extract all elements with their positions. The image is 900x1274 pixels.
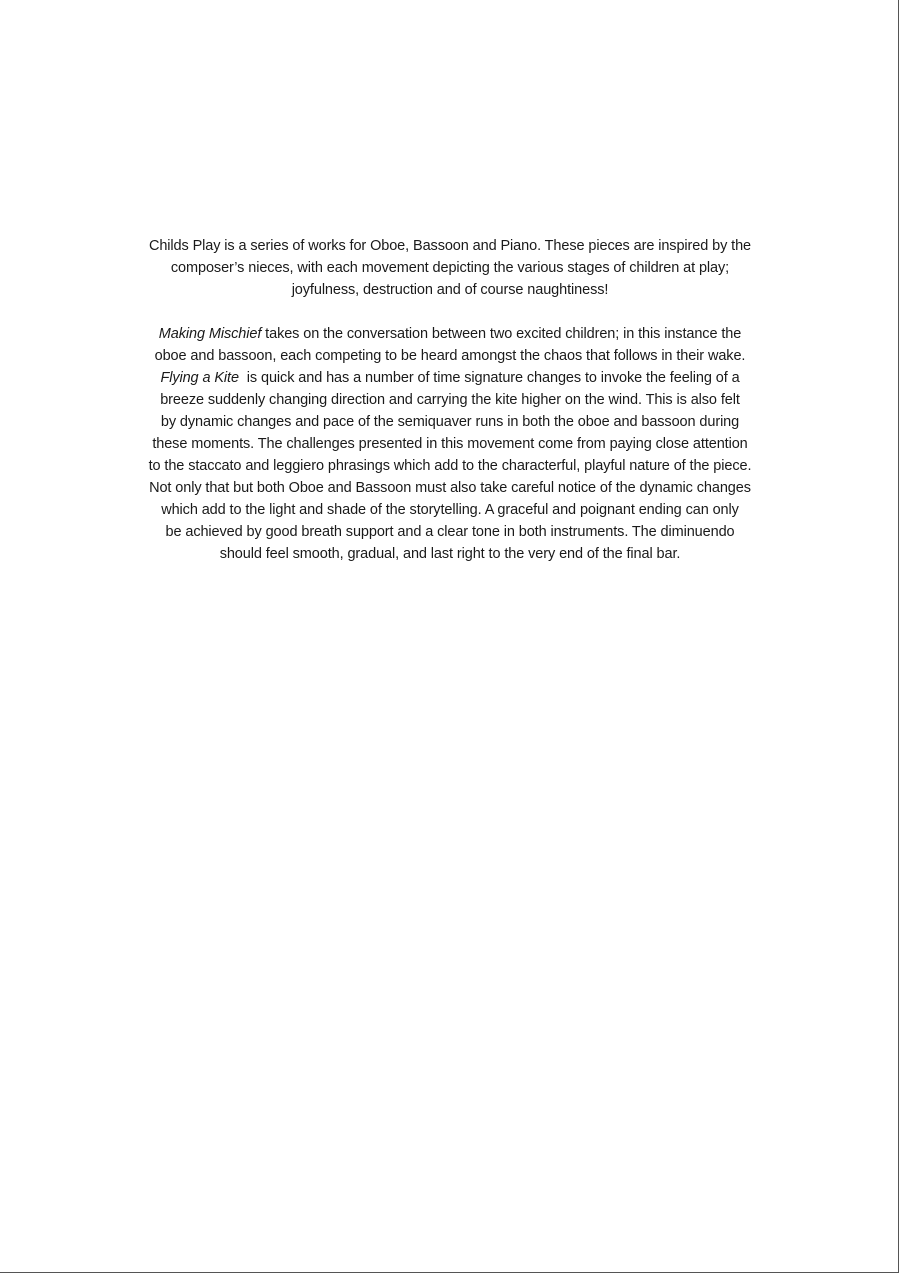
intro-line: Childs Play is a series of works for Oboe, Bassoon and Piano. These pieces are inspired by the: [148, 238, 752, 254]
paragraph-spacer: [94, 301, 806, 323]
description-line: [94, 367, 806, 389]
description-line: Not only that but both Oboe and Bassoon must also take careful notice of the dynamic changes: [149, 480, 751, 496]
intro-line: joyfulness, destruction and of course naughtiness!: [291, 282, 609, 298]
description-line: [94, 323, 806, 345]
intro-line: composer’s nieces, with each movement depicting the various stages of children at play;: [170, 260, 730, 276]
movement-title-flying-a-kite: Flying a Kite: [160, 370, 239, 386]
description-line: oboe and bassoon, each competing to be heard amongst the chaos that follows in their wake.: [154, 348, 746, 364]
description-line: breeze suddenly changing direction and carrying the kite higher on the wind. This is also felt: [160, 392, 740, 408]
program-notes: [94, 235, 806, 565]
description-line: be achieved by good breath support and a clear tone in both instruments. The diminuendo: [165, 524, 735, 540]
description-text: takes on the conversation between two excited children; in this instance the: [261, 326, 742, 342]
description-line: to the staccato and leggiero phrasings which add to the characterful, playful nature of the piece.: [148, 458, 752, 474]
description-text: is quick and has a number of time signature changes to invoke the feeling of a: [238, 370, 740, 386]
description-line: which add to the light and shade of the storytelling. A graceful and poignant ending can only: [161, 502, 739, 518]
description-line: these moments. The challenges presented in this movement come from paying close attention: [152, 436, 748, 452]
description-line: should feel smooth, gradual, and last right to the very end of the final bar.: [219, 546, 681, 562]
description-line: by dynamic changes and pace of the semiquaver runs in both the oboe and bassoon during: [160, 414, 740, 430]
movement-title-making-mischief: Making Mischief: [158, 326, 262, 342]
